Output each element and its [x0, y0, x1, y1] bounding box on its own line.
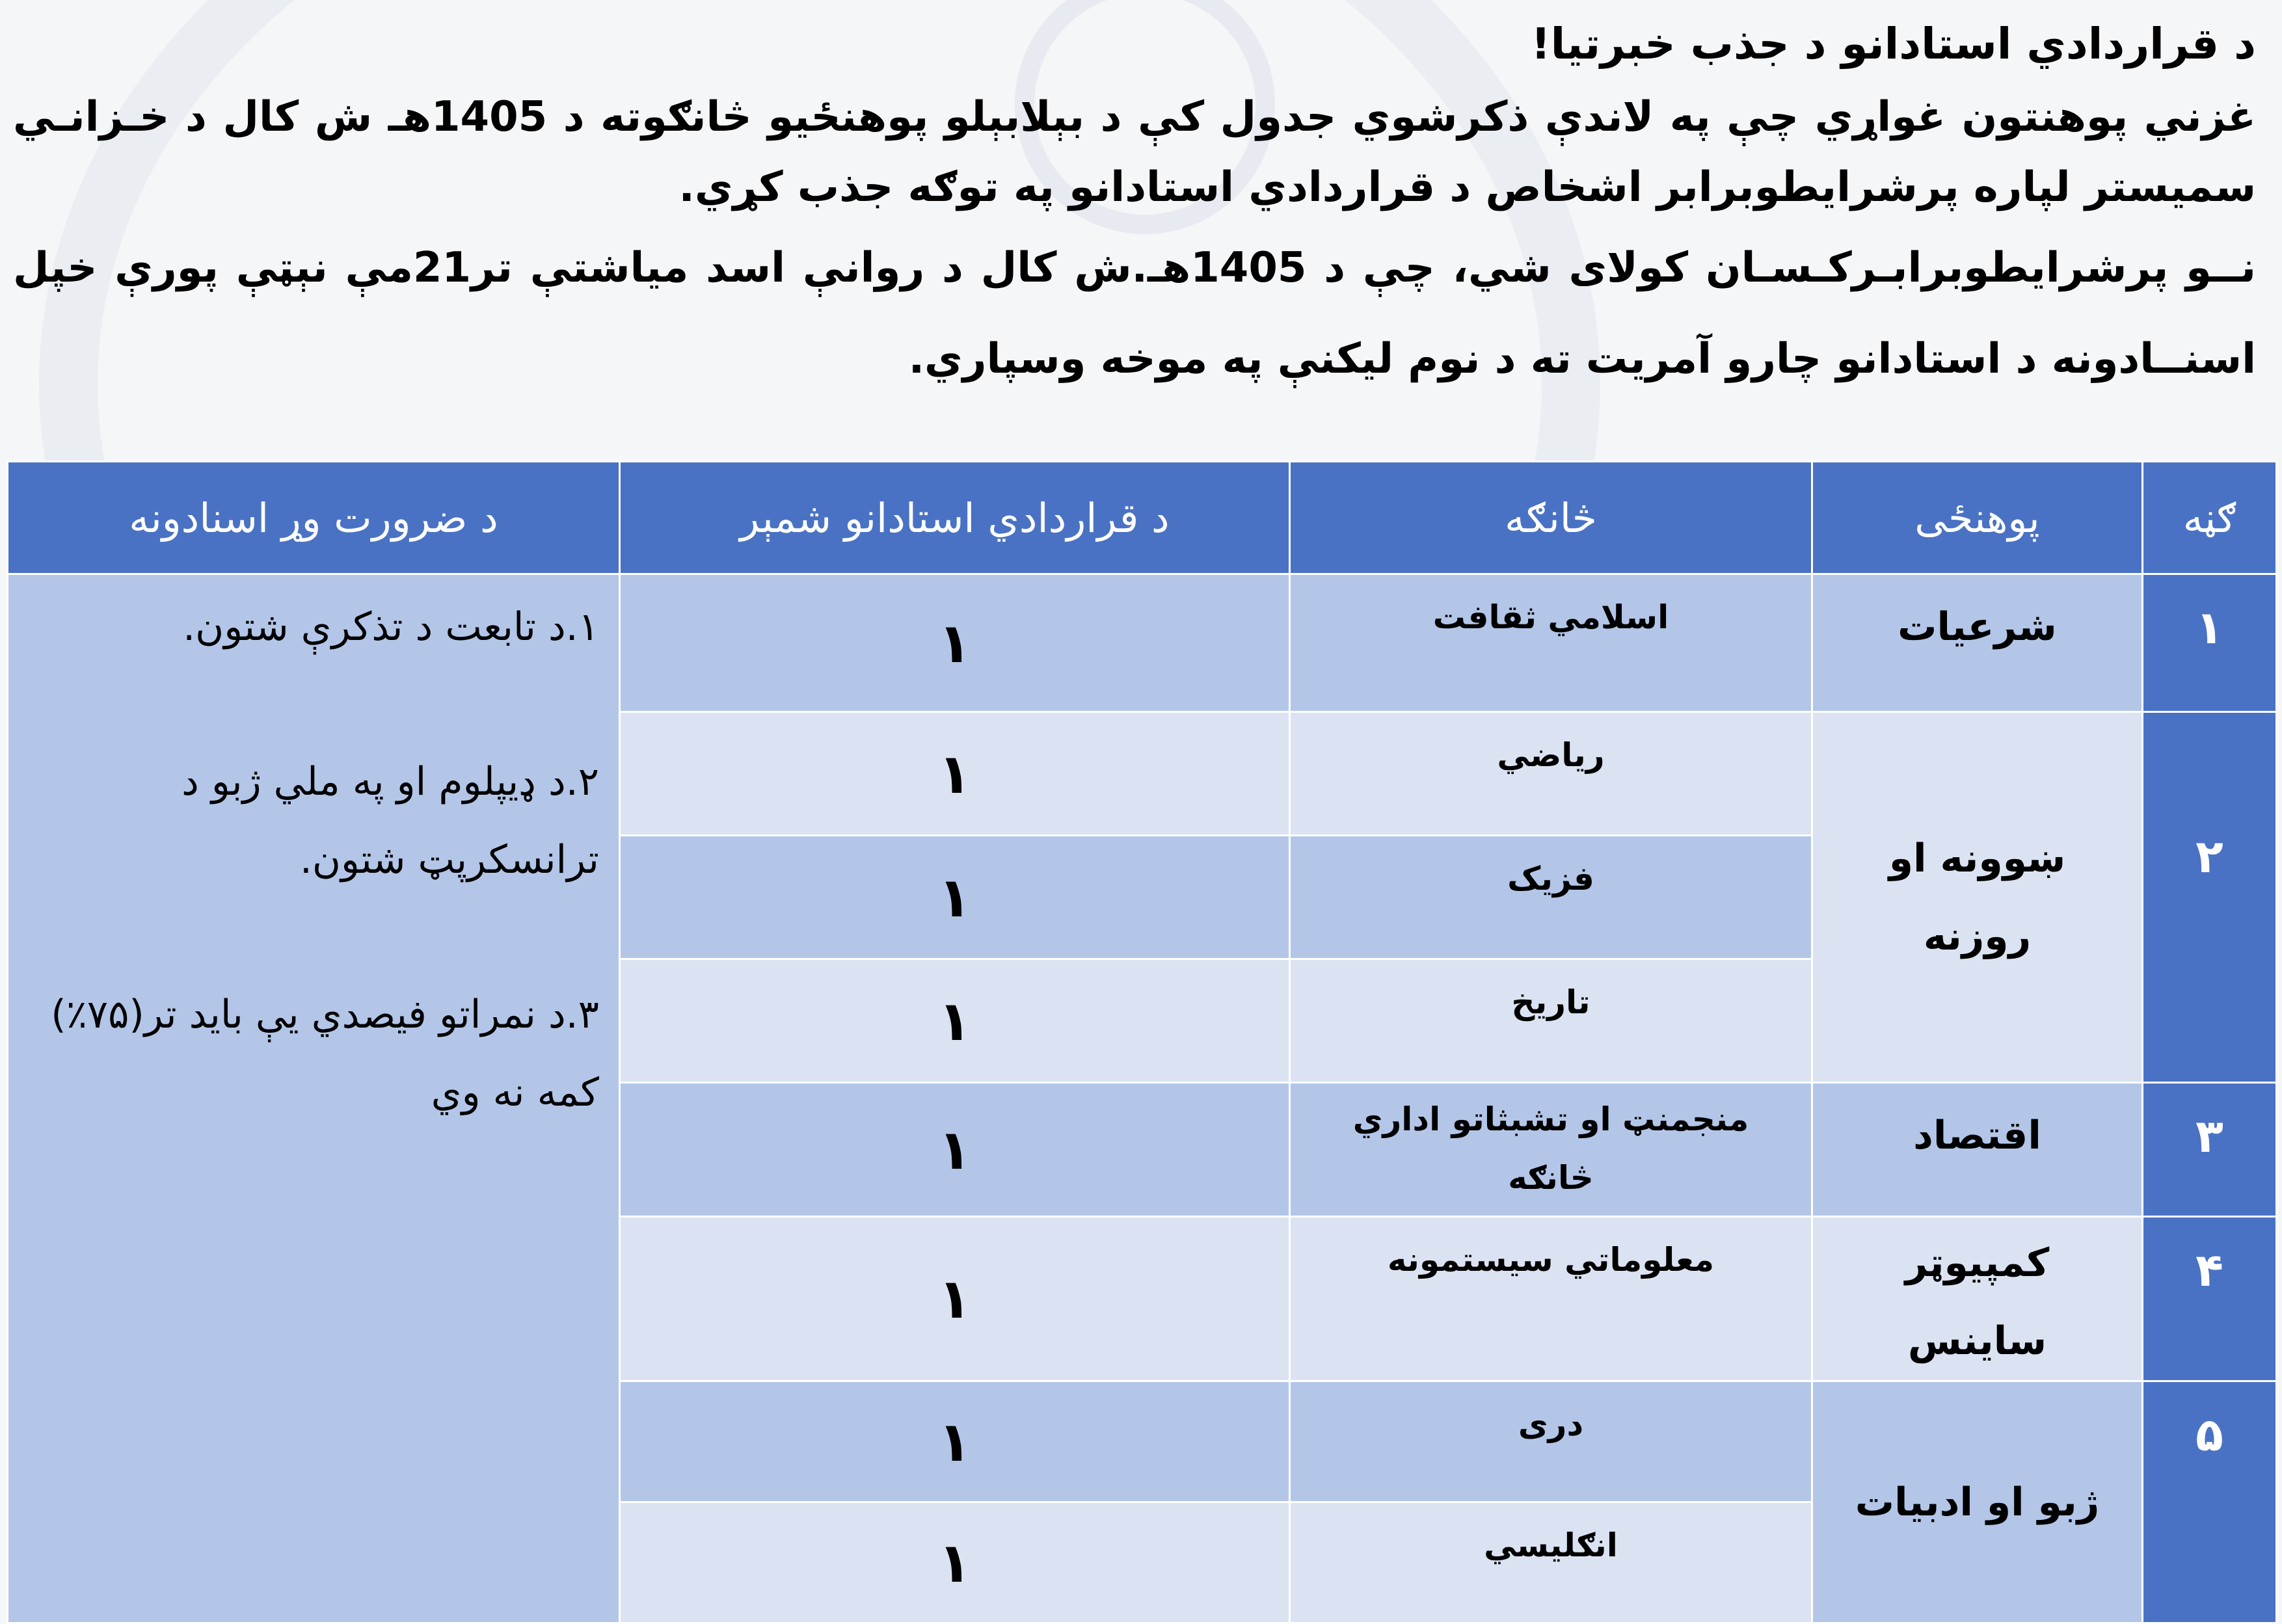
row-number: ۴	[2143, 1217, 2277, 1381]
requirement-item: ٣.د نمراتو فیصدي یې باید تر(٧۵٪) کمه نه وي	[51, 992, 599, 1115]
header-requirements: د ضرورت وړ اسنادونه	[8, 462, 620, 574]
count-cell: ١	[620, 574, 1290, 712]
faculty-cell: ژبو او ادبیات	[1812, 1381, 2143, 1623]
row-number: ٣	[2143, 1083, 2277, 1217]
department-cell: ریاضي	[1290, 712, 1812, 836]
table-header-row	[8, 462, 2277, 574]
header-department: څانګه	[1290, 462, 1812, 574]
requirement-item: ١.د تابعت د تذکرې شتون.	[183, 604, 599, 650]
row-number: ۵	[2143, 1381, 2277, 1623]
row-number: ٢	[2143, 712, 2277, 1083]
header-number: ګڼه	[2143, 462, 2277, 574]
department-cell: منجمنټ او تشبثاتو اداري څانګه	[1290, 1083, 1812, 1217]
department-cell: معلوماتي سیستمونه	[1290, 1217, 1812, 1381]
row-number: ١	[2143, 574, 2277, 712]
faculty-cell: شرعیات	[1812, 574, 2143, 712]
count-cell: ١	[620, 1502, 1290, 1623]
header-faculty: پوهنځی	[1812, 462, 2143, 574]
department-cell: تاریخ	[1290, 959, 1812, 1083]
table-row	[8, 574, 2277, 712]
department-cell: فزیک	[1290, 836, 1812, 959]
announcement-paragraph-1: غزني پوهنتون غواړي چې په لاندې ذکرشوي جدول کې د بېلابېلو پوهنځیو څانګوته د 1405هـ ش کال د خـزانـي سمیستر لپاره پرشرایطوبرابر اشخاص د قراردادي استادانو په توګه جذب کړي.	[13, 93, 2257, 211]
department-cell: دری	[1290, 1381, 1812, 1502]
count-cell: ١	[620, 1381, 1290, 1502]
requirement-item: ٢.د ډیپلوم او په ملي ژبو د ترانسکرپټ شتون.	[181, 759, 599, 883]
header-count: د قراردادي استادانو شمېر	[620, 462, 1290, 574]
positions-table	[7, 460, 2277, 1624]
announcement-title: د قراردادي استادانو د جذب خبرتیا!	[1531, 19, 2256, 69]
requirements-cell	[8, 574, 620, 1623]
faculty-cell: اقتصاد	[1812, 1083, 2143, 1217]
department-cell: انګلیسي	[1290, 1502, 1812, 1623]
count-cell: ١	[620, 836, 1290, 959]
faculty-cell: کمپیوټر ساینس	[1812, 1217, 2143, 1381]
faculty-cell: ښوونه او روزنه	[1812, 712, 2143, 1083]
announcement-paragraph-2: نــو پرشرایطوبرابـرکـسـان کولای شي، چې د 1405هـ.ش کال د روانې اسد میاشتې تر21مې نېټې پورې خپل اسنــادونه د استادانو چارو آمریت ته د نوم لیکنې په موخه وسپاري.	[13, 244, 2257, 383]
count-cell: ١	[620, 959, 1290, 1083]
count-cell: ١	[620, 712, 1290, 836]
count-cell: ١	[620, 1217, 1290, 1381]
count-cell: ١	[620, 1083, 1290, 1217]
department-cell: اسلامي ثقافت	[1290, 574, 1812, 712]
announcement	[13, 13, 2256, 405]
